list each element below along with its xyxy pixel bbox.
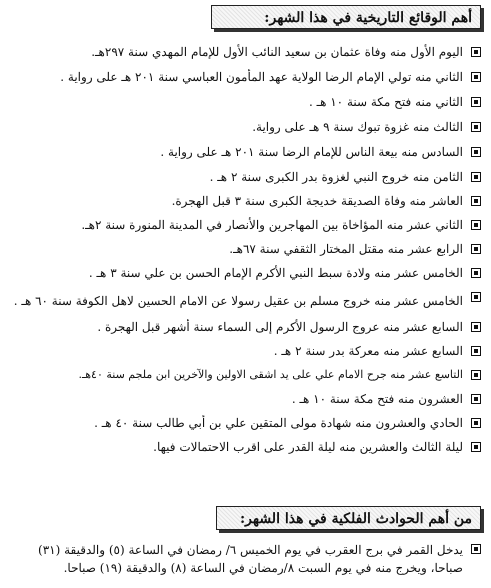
list-item: الحادي والعشرون منه شهادة مولى المتقين علي بن أبي طالب سنة ٤٠ هـ .: [8, 415, 483, 431]
list-item: الخامس عشر منه ولادة سبط النبي الأكرم الإمام الحسن بن علي سنة ٣ هـ .: [8, 265, 483, 281]
square-bullet-icon: [471, 244, 481, 254]
section-heading-historical-events: أهم الوقائع التاريخية في هذا الشهر:: [211, 5, 481, 29]
list-item: العشرون منه فتح مكة سنة ١٠ هـ .: [8, 391, 483, 407]
list-item: الرابع عشر منه مقتل المختار الثقفي سنة ٦٧هـ.: [8, 241, 483, 257]
list-item: الثاني منه تولي الإمام الرضا الولاية عهد المأمون العباسي سنة ٢٠١ هـ على رواية .: [8, 69, 483, 85]
section-heading-astronomical-events: من أهم الحوادث الفلكية في هذا الشهر:: [216, 506, 481, 530]
astronomical-events-list: [8, 541, 483, 577]
list-item: السابع عشر منه معركة بدر سنة ٢ هـ .: [8, 343, 483, 359]
square-bullet-icon: [471, 172, 481, 182]
square-bullet-icon: [471, 122, 481, 132]
square-bullet-icon: [471, 544, 481, 554]
square-bullet-icon: [471, 418, 481, 428]
list-item: يدخل القمر في برج العقرب في يوم الخميس ٦/ رمضان في الساعة (٥) والدقيقة (٣١) صباحا، ويخرج منه في يوم السبت ٨/رمضان في الساعة (٨) والدقيقة (١٩) صباحا.: [8, 541, 483, 577]
list-item: السابع عشر منه عروج الرسول الأكرم إلى السماء سنة أشهر قبل الهجرة .: [8, 319, 483, 335]
square-bullet-icon: [471, 268, 481, 278]
list-item: السادس منه بيعة الناس للإمام الرضا سنة ٢٠١ هـ على رواية .: [8, 144, 483, 160]
list-item: اليوم الأول منه وفاة عثمان بن سعيد النائب الأول للإمام المهدي سنة ٢٩٧هـ.: [8, 44, 483, 60]
square-bullet-icon: [471, 72, 481, 82]
list-item: التاسع عشر منه جرح الامام علي على يد اشقى الاولين والآخرين ابن ملجم سنة ٤٠هـ.: [8, 367, 483, 383]
square-bullet-icon: [471, 220, 481, 230]
square-bullet-icon: [471, 394, 481, 404]
list-item: ليلة الثالث والعشرين منه ليلة القدر على اقرب الاحتمالات فيها.: [8, 439, 483, 455]
list-item: الثاني عشر منه المؤاخاة بين المهاجرين والأنصار في المدينة المنورة سنة ٢هـ.: [8, 217, 483, 233]
square-bullet-icon: [471, 97, 481, 107]
list-item: العاشر منه وفاة الصديقة خديجة الكبرى سنة ٣ قبل الهجرة.: [8, 193, 483, 209]
square-bullet-icon: [471, 47, 481, 57]
square-bullet-icon: [471, 292, 481, 302]
square-bullet-icon: [471, 147, 481, 157]
square-bullet-icon: [471, 442, 481, 452]
square-bullet-icon: [471, 322, 481, 332]
list-item: الخامس عشر منه خروج مسلم بن عقيل رسولا عن الامام الحسين لاهل الكوفة سنة ٦٠ هـ .: [8, 289, 483, 313]
list-item: الثاني منه فتح مكة سنة ١٠ هـ .: [8, 94, 483, 110]
list-item: الثامن منه خروج النبي لغزوة بدر الكبرى سنة ٢ هـ .: [8, 169, 483, 185]
square-bullet-icon: [471, 346, 481, 356]
square-bullet-icon: [471, 370, 481, 380]
historical-events-list: [8, 44, 483, 455]
list-item: الثالث منه غزوة تبوك سنة ٩ هـ على رواية.: [8, 119, 483, 135]
square-bullet-icon: [471, 196, 481, 206]
